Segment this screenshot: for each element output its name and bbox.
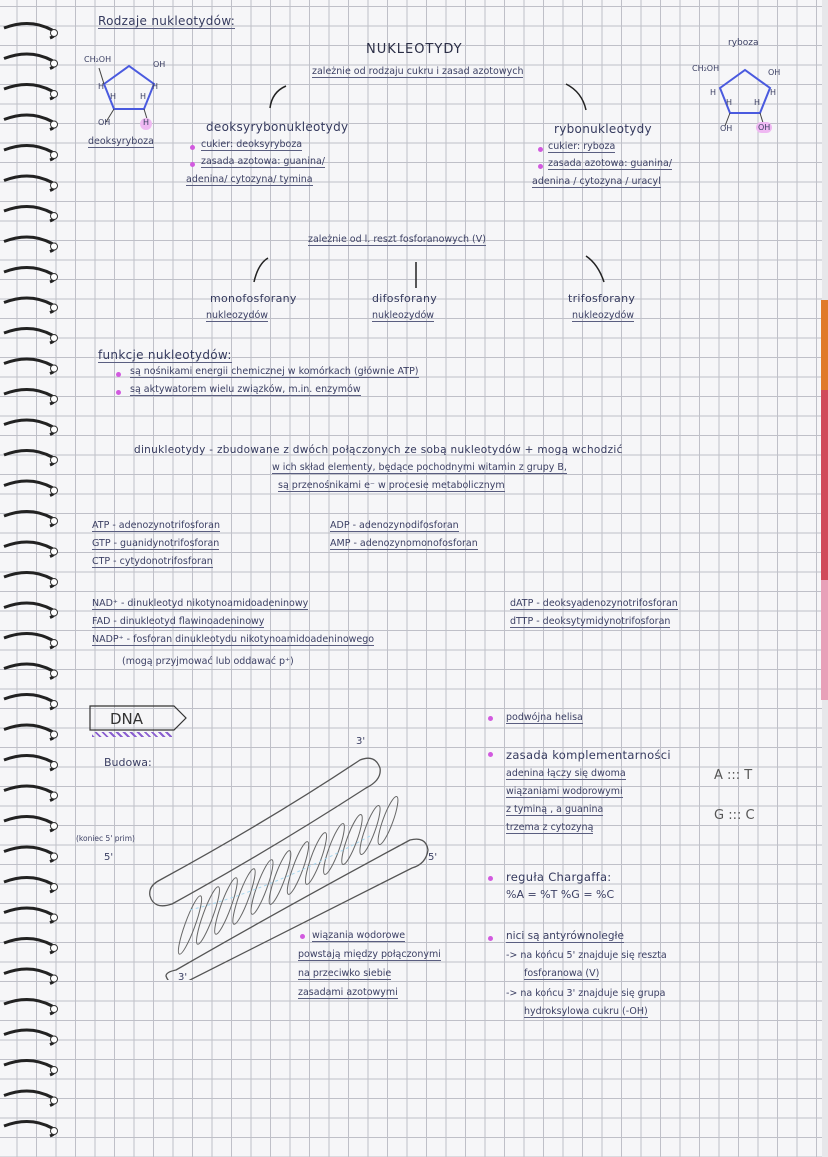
coenzyme-item: NAD⁺ - dinukleotyd nikotynoamidoadeninowy — [92, 598, 309, 609]
sugar-name: deoksyryboza — [88, 136, 154, 147]
chem-label: H — [726, 98, 733, 107]
function-item: są aktywatorem wielu związków, m.in. enzymów — [130, 384, 361, 395]
ribo-line: zasada azotowa: guanina/ — [548, 158, 672, 169]
chem-label: CH₂OH — [692, 64, 720, 73]
dinucleotide-line: są przenośnikami e⁻ w procesie metabolicznym — [278, 480, 505, 491]
abbrev-item: CTP - cytydonotrifosforan — [92, 556, 213, 567]
abbrev-item: AMP - adenozynomonofosforan — [330, 538, 478, 549]
dinucleotide-line: dinukleotydy - zbudowane z dwóch połączonych ze sobą nukleotydów + mogą wchodzić — [134, 444, 623, 456]
coenzyme-item: NADP⁺ - fosforan dinukleotydu nikotynoamidoadeninowego — [92, 634, 375, 645]
dna-helix-diagram — [120, 740, 440, 980]
base-pair: G ::: C — [714, 808, 755, 823]
chem-label: OH — [768, 68, 781, 77]
abbrev-item: ATP - adenozynotrifosforan — [92, 520, 221, 531]
bullet — [488, 876, 493, 881]
base-pair: A ::: T — [714, 768, 753, 783]
chargaff-heading: reguła Chargaffa: — [506, 870, 612, 884]
deoxy-line: cukier: deoksyryboza — [201, 139, 303, 150]
hbond-note: zasadami azotowymi — [298, 987, 398, 998]
deoxy-abbrev: dATP - deoksyadenozynotrifosforan — [510, 598, 678, 609]
base-pair-rung — [247, 858, 276, 916]
bullet — [116, 390, 121, 395]
di-label: difosforany — [372, 292, 438, 305]
bullet — [116, 372, 121, 377]
dinucleotide-line: w ich skład elementy, będące pochodnymi witamin z grupy B, — [272, 462, 567, 473]
anti-line: -> na końcu 5' znajduje się reszta — [506, 950, 667, 961]
base-pair-rung — [175, 894, 206, 956]
tri-sub: nukleozydów — [572, 310, 635, 321]
anti-line: hydroksylowa cukru (-OH) — [524, 1006, 648, 1017]
phosphate-heading: zależnie od l. reszt fosforanowych (V) — [308, 234, 486, 245]
anti-line: fosforanowa (V) — [524, 968, 600, 979]
bullet — [190, 145, 195, 150]
compl-line: z tyminą , a guanina — [506, 804, 604, 815]
bullet — [190, 162, 195, 167]
anti-heading: nici są antyrównoległe — [506, 930, 624, 942]
strand-end: 5' — [104, 852, 114, 863]
di-sub: nukleozydów — [372, 310, 435, 321]
chem-label: CH₂OH — [84, 55, 112, 64]
chem-label: H — [754, 98, 761, 107]
chem-label: OH — [720, 124, 733, 133]
bullet — [538, 147, 543, 152]
compl-line: wiązaniami wodorowymi — [506, 786, 623, 797]
compl-line: trzema z cytozyną — [506, 822, 594, 833]
abbrev-item: ADP - adenozynodifosforan — [330, 520, 459, 531]
coenzyme-item: FAD - dinukleotyd flawinoadeninowy — [92, 616, 265, 627]
dna-label: DNA — [110, 710, 144, 728]
chem-label: H — [140, 92, 147, 101]
page-title: NUKLEOTYDY — [366, 42, 463, 57]
bullet — [488, 716, 493, 721]
bullet — [488, 752, 493, 757]
tri-label: trifosforany — [568, 292, 636, 305]
chem-label-highlight: H — [140, 118, 152, 130]
end-note: (koniec 5' prim) — [76, 834, 135, 843]
bullet — [538, 164, 543, 169]
function-item: są nośnikami energii chemicznej w komórkach (głównie ATP) — [130, 366, 419, 377]
chem-label: H — [770, 88, 777, 97]
deoxy-line: adenina/ cytozyna/ tymina — [186, 174, 313, 185]
budowa-label: Budowa: — [104, 756, 152, 769]
functions-heading: funkcje nukleotydów: — [98, 348, 232, 362]
chem-label: H — [152, 82, 159, 91]
ribo-line: adenina / cytozyna / uracyl — [532, 176, 661, 187]
bullet — [300, 934, 305, 939]
base-pair-rung — [211, 876, 241, 936]
page-subtitle: zależnie od rodzaju cukru i zasad azotowych — [312, 66, 524, 77]
anti-line: -> na końcu 3' znajduje się grupa — [506, 988, 666, 999]
chargaff-equation: %A = %T %G = %C — [506, 888, 615, 901]
chem-label: OH — [98, 118, 111, 127]
deoxy-abbrev: dTTP - deoksytymidynotrifosforan — [510, 616, 671, 627]
deoxy-line: zasada azotowa: guanina/ — [201, 156, 325, 167]
chem-label-highlight: OH — [758, 123, 771, 132]
ribo-line: cukier: ryboza — [548, 141, 616, 152]
helix-note: podwójna helisa — [506, 712, 583, 723]
sugar-name: ryboza — [728, 38, 759, 48]
mono-label: monofosforany — [210, 292, 297, 305]
base-pair-rung — [229, 867, 259, 926]
chem-label: OH — [153, 60, 166, 69]
strand-end: 5' — [428, 852, 438, 863]
chem-label: H — [710, 88, 717, 97]
strand-end: 3' — [356, 736, 366, 747]
abbrev-item: GTP - guanidynotrifosforan — [92, 538, 220, 549]
mono-sub: nukleozydów — [206, 310, 269, 321]
hbond-note: powstają między połączonymi — [298, 949, 441, 960]
ribo-heading: rybonukleotydy — [554, 122, 652, 136]
chem-label: H — [98, 82, 105, 91]
compl-heading: zasada komplementarności — [506, 748, 671, 762]
dna-hatch — [92, 732, 172, 737]
hbond-note: wiązania wodorowe — [312, 930, 406, 941]
strand-end: 3' — [178, 972, 188, 983]
deoxy-heading: deoksyrybonukleotydy — [206, 120, 349, 134]
compl-line: adenina łączy się dwoma — [506, 768, 626, 779]
section-heading: Rodzaje nukleotydów: — [98, 14, 236, 28]
coenzyme-note: (mogą przyjmować lub oddawać p⁺) — [122, 656, 294, 667]
base-pair-rung — [193, 885, 223, 946]
chem-label: H — [110, 92, 117, 101]
bullet — [488, 936, 493, 941]
hbond-note: na przeciwko siebie — [298, 968, 392, 979]
